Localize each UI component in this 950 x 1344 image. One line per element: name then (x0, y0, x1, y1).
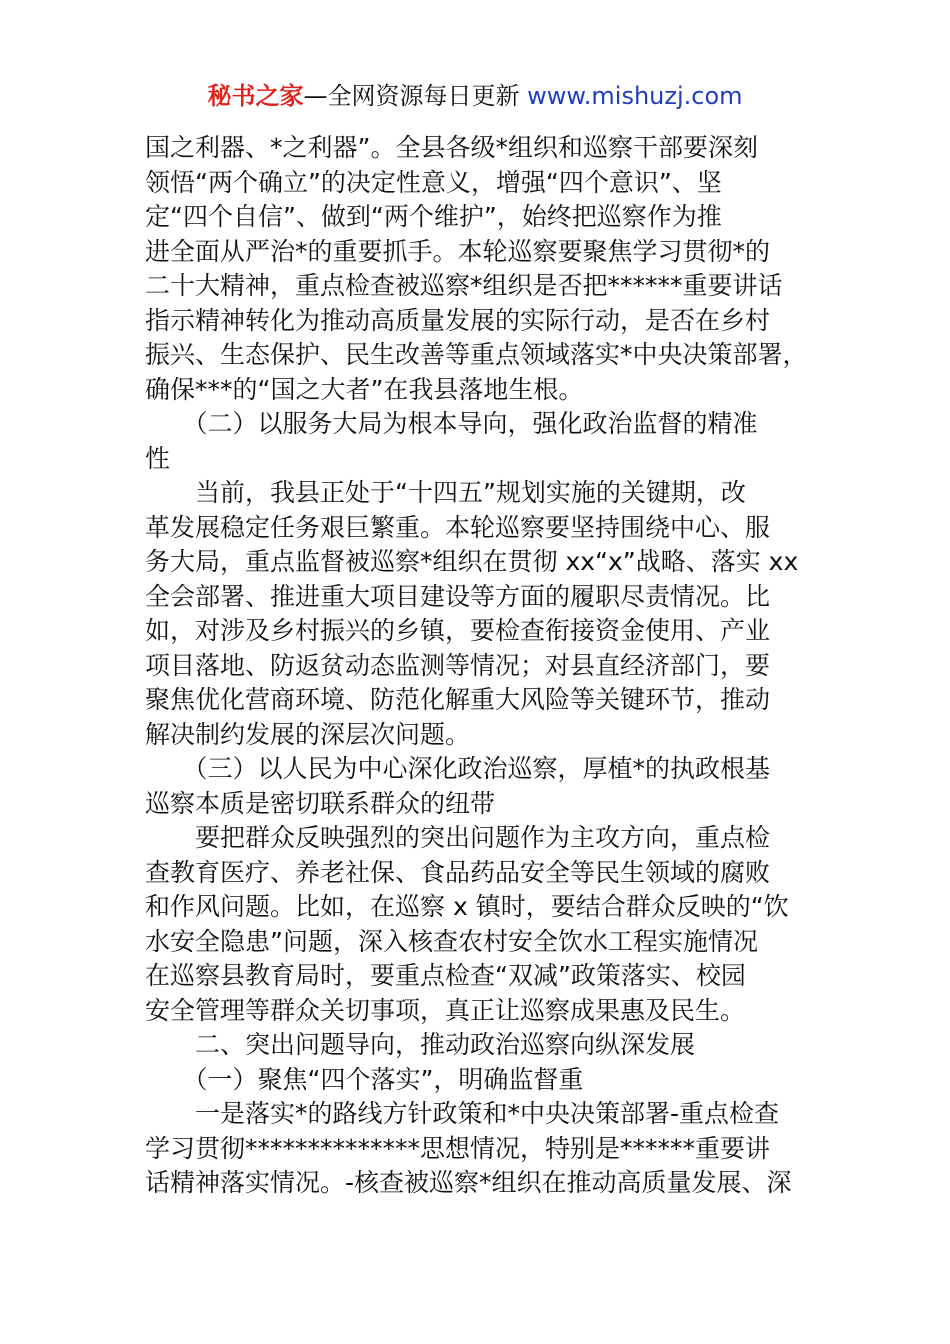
text-line: 国之利器、*之利器”。全县各级*组织和巡察干部要深刻 (145, 133, 758, 162)
text-line: 和作风问题。比如，在巡察 x 镇时，要结合群众反映的“饮 (145, 892, 789, 921)
text-line: 水安全隐患”问题，深入核查农村安全饮水工程实施情况 (145, 926, 758, 956)
text-line: 查教育医疗、养老社保、食品药品安全等民生领域的腐败 (145, 857, 771, 887)
site-header (0, 80, 950, 112)
text-line: 务大局，重点监督被巡察*组织在贯彻 xx“x”战略、落实 xx (145, 547, 799, 576)
text-line: 确保***的“国之大者”在我县落地生根。 (145, 374, 584, 404)
section-heading: （一）聚焦“四个落实”，明确监督重 (145, 1064, 584, 1094)
text-line: 当前，我县正处于“十四五”规划实施的关键期，改 (145, 478, 746, 507)
text-line: 革发展稳定任务艰巨繁重。本轮巡察要坚持围绕中心、服 (145, 512, 771, 542)
text-line: 二十大精神，重点检查被巡察*组织是否把******重要讲话 (145, 271, 783, 300)
text-line: 项目落地、防返贫动态监测等情况；对县直经济部门，要 (145, 650, 771, 680)
text-line: 要把群众反映强烈的突出问题作为主攻方向，重点检 (145, 823, 771, 852)
text-line: 学习贯彻**************思想情况，特别是******重要讲 (145, 1133, 771, 1163)
text-line: 巡察本质是密切联系群众的纽带 (145, 788, 496, 818)
text-line: 一是落实*的路线方针政策和*中央决策部署-重点检查 (145, 1099, 780, 1128)
section-heading: （三）以人民为中心深化政治巡察，厚植*的执政根基 (145, 754, 771, 783)
section-heading: 性 (145, 443, 171, 473)
document-body (145, 131, 810, 1201)
site-url[interactable]: www.mishuzj.com (527, 82, 743, 110)
site-brand: 秘书之家 (207, 82, 304, 110)
text-line: 聚焦优化营商环境、防范化解重大风险等关键环节，推动 (145, 685, 771, 714)
text-line: 定“四个自信”、做到“两个维护”，始终把巡察作为推 (145, 202, 722, 231)
section-heading: （二）以服务大局为根本导向，强化政治监督的精准 (145, 409, 758, 438)
text-line: 话精神落实情况。-核查被巡察*组织在推动高质量发展、深 (145, 1168, 792, 1197)
text-line: 如，对涉及乡村振兴的乡镇，要检查衔接资金使用、产业 (145, 616, 771, 645)
text-line: 振兴、生态保护、民生改善等重点领域落实*中央决策部署， (145, 340, 808, 369)
text-line: 解决制约发展的深层次问题。 (145, 719, 471, 749)
text-line: 进全面从严治*的重要抓手。本轮巡察要聚焦学习贯彻*的 (145, 236, 771, 266)
text-line: 在巡察县教育局时，要重点检查“双减”政策落实、校园 (145, 961, 746, 990)
text-line: 安全管理等群众关切事项，真正让巡察成果惠及民生。 (145, 995, 746, 1025)
text-line: 领悟“两个确立”的决定性意义，增强“四个意识”、坚 (145, 167, 722, 197)
text-line: 全会部署、推进重大项目建设等方面的履职尽责情况。比 (145, 581, 771, 611)
site-tagline: —全网资源每日更新 (303, 82, 528, 110)
text-line: 指示精神转化为推动高质量发展的实际行动，是否在乡村 (145, 305, 771, 335)
section-heading: 二、突出问题导向，推动政治巡察向纵深发展 (145, 1030, 696, 1059)
